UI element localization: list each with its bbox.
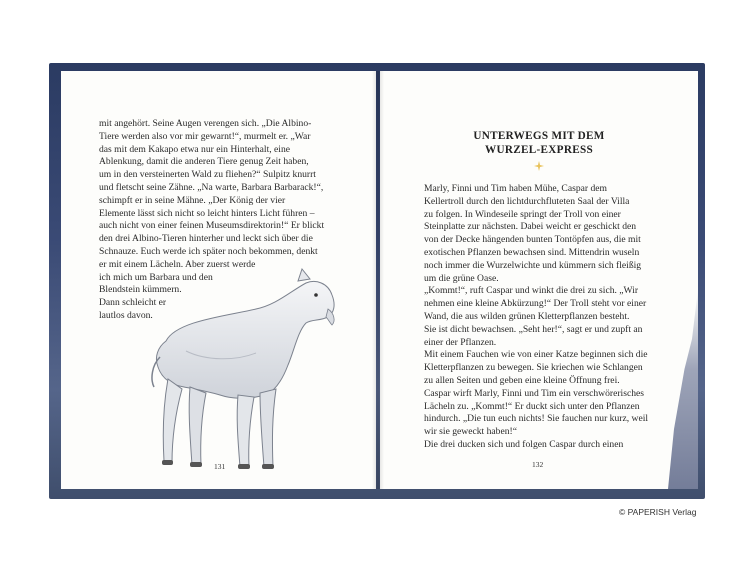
text-line: zu folgen. In Windeseile springt der Troll von einer [424, 208, 621, 220]
text-line: nehmen eine kleine Abkürzung!“ Der Troll steht vor einer [424, 298, 647, 310]
text-line: Die drei ducken sich und folgen Caspar durch einen [424, 438, 624, 450]
left-page [61, 71, 376, 489]
chapter-title-line2: WURZEL-EXPRESS [484, 144, 594, 156]
background-mountain [668, 289, 698, 489]
chapter-title-line1: UNTERWEGS MIT DEM [473, 130, 605, 142]
text-line: Dann schleicht er [99, 297, 167, 309]
text-line: lautlos davon. [99, 309, 153, 321]
text-line: um die grüne Oase. [424, 272, 499, 284]
text-line: das mit dem Kakapo etwa nur ein Hinterhalt, eine [99, 143, 291, 155]
page-number-right: 132 [532, 460, 544, 469]
text-line: Ablenkung, damit die anderen Tiere genug Zeit haben, [99, 156, 309, 168]
text-line: einer der Pflanzen. [424, 336, 497, 348]
text-line: von der Decke hängenden bunten Tontöpfen aus, die mit [424, 234, 641, 246]
text-line: ich mich um Barbara und den [99, 271, 213, 283]
text-line: um in den versteinerten Wald zu fliehen?“ Sulpitz knurrt [99, 169, 316, 181]
text-line: schimpft er in seine Mähne. „Der König der vier [99, 194, 286, 206]
text-line: noch immer die Wurzelwichte und kümmern sich fleißig [424, 259, 642, 271]
text-line: mit angehört. Seine Augen verengen sich. „Die Albino- [99, 118, 312, 129]
text-line: wir sie geweckt haben!“ [424, 426, 517, 438]
copyright-notice: © PAPERISH Verlag [619, 507, 697, 517]
text-line: Lächeln zu. „Kommt!“ Er duckt sich unter den Pflanzen [424, 400, 640, 412]
text-line: Caspar wirft Marly, Finni und Tim ein verschwörerisches [424, 387, 645, 399]
page-number-left: 131 [214, 462, 226, 471]
text-line: den drei Albino-Tieren hinterher und leckt sich über die [99, 233, 313, 245]
text-line: Elemente lässt sich nicht so leicht hinters Licht führen – [99, 207, 315, 219]
text-line: Wand, die aus wilden grünen Kletterpflanzen besteht. [424, 310, 630, 322]
text-line: Sie ist dicht bewachsen. „Seht her!“, sagt er und zupft an [424, 323, 643, 335]
text-line: hindurch. „Die tun euch nichts! Sie fauchen nur kurz, weil [424, 413, 649, 425]
text-line: exotischen Pflanzen bewachsen sind. Mittendrin wuseln [424, 246, 640, 258]
text-line: Steinplatte zur nächsten. Dabei weicht er geschickt den [424, 221, 637, 233]
text-line: Blendstein kümmern. [99, 284, 182, 296]
right-page-text [424, 183, 648, 452]
text-line: und fletscht seine Zähne. „Na warte, Barbara Barbarack!“, [99, 181, 324, 193]
text-line: Schnauze. Euch werde ich später noch bekommen, denkt [99, 245, 318, 257]
text-line: Marly, Finni und Tim haben Mühe, Caspar dem [424, 183, 607, 194]
right-page [380, 71, 698, 489]
text-line: Mit einem Fauchen wie von einer Katze beginnen sich die [424, 349, 648, 361]
book-gutter [372, 71, 384, 489]
text-line: Kletterpflanzen zu bewegen. Sie kriechen wie Schlangen [424, 362, 643, 374]
text-line: Tiere werden also vor mir gewarnt!“, murmelt er. „War [99, 130, 311, 142]
text-line: Kellertroll durch den lichtdurchfluteten Saal der Villa [424, 195, 630, 207]
text-line: „Kommt!“, ruft Caspar und winkt die drei zu sich. „Wir [424, 285, 639, 297]
star-ornament-icon [532, 161, 546, 171]
text-line: auch nicht von einer feinen Museumsdirektorin!“ Er blickt [99, 220, 325, 232]
text-line: er mit einem Lächeln. Aber zuerst werde [99, 258, 256, 270]
tapir-illustration-icon [106, 261, 336, 489]
text-line: zu allen Seiten und geben eine kleine Öffnung frei. [424, 374, 620, 386]
